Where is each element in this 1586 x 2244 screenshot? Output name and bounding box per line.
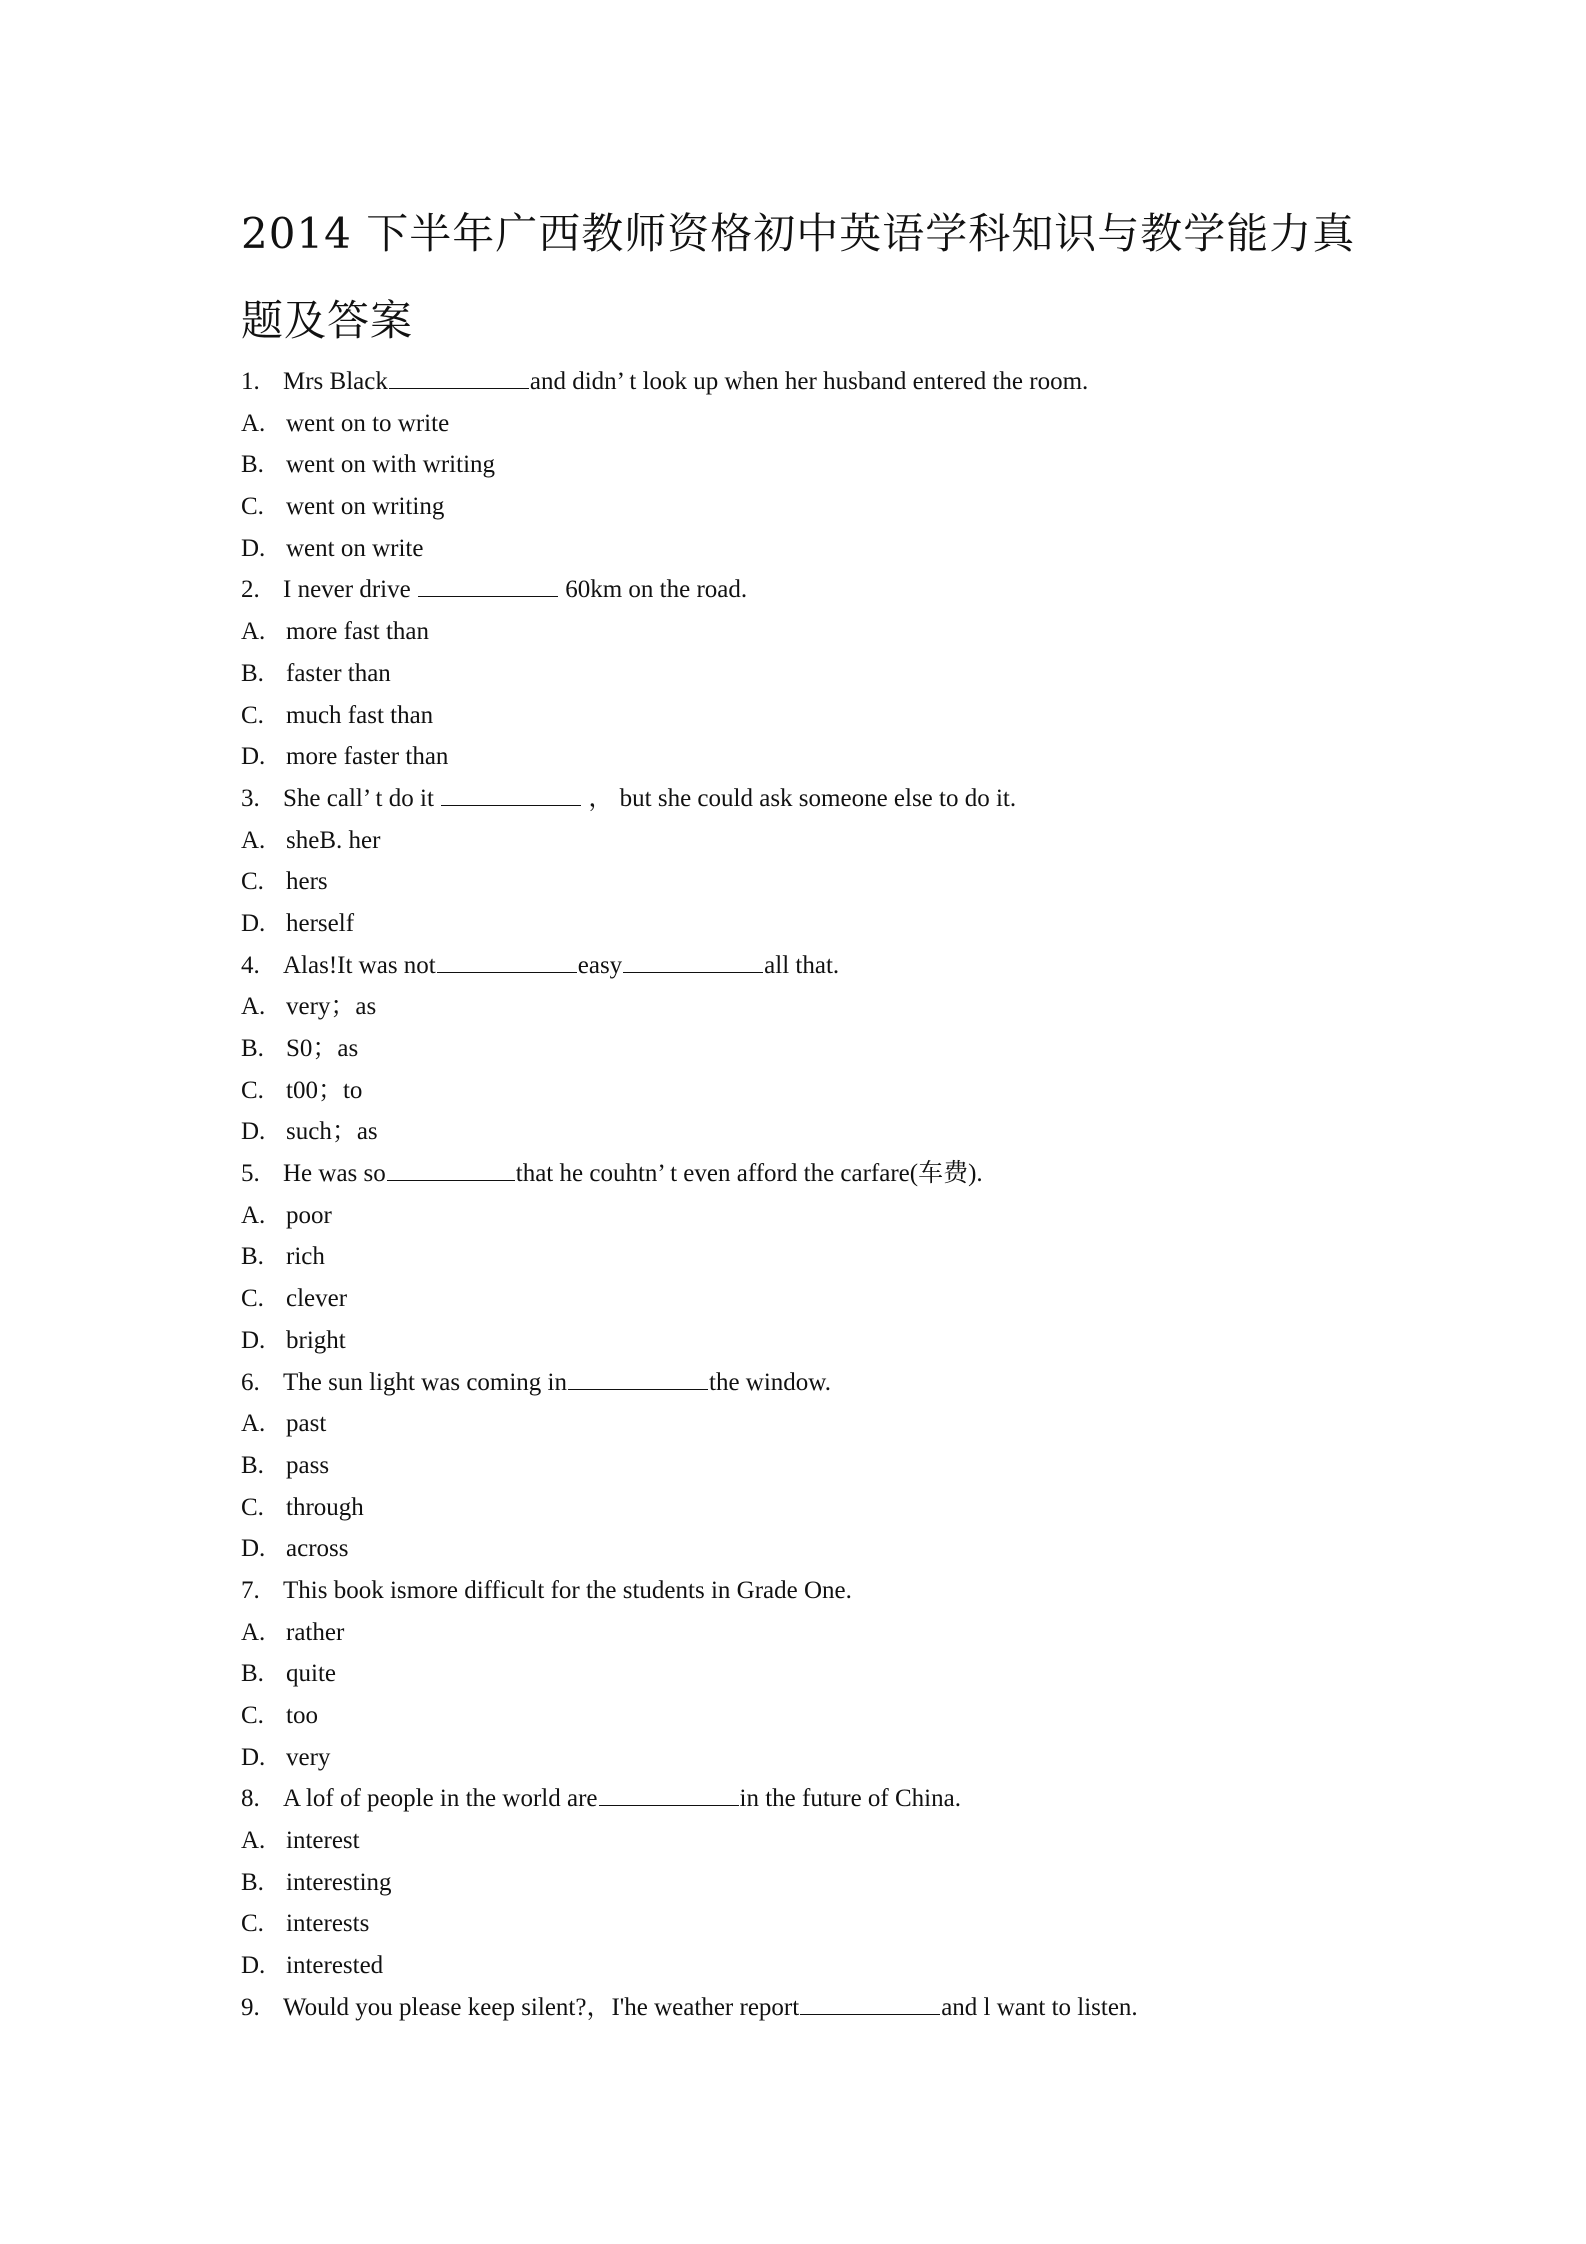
option-letter: A. (241, 993, 266, 1021)
question-stem (241, 1153, 1381, 1195)
question-number: 9. (241, 1993, 260, 2021)
question-stem (241, 1987, 1381, 2029)
answer-option (241, 611, 1381, 653)
answer-option (241, 653, 1381, 695)
option-text: interesting (286, 1868, 392, 1896)
question-text: Alas!It was not (283, 951, 436, 979)
option-letter: A. (241, 409, 266, 437)
answer-option (241, 1278, 1381, 1320)
option-text: such；as (286, 1118, 378, 1146)
answer-blank (418, 574, 558, 598)
question-number: 7. (241, 1576, 260, 1604)
answer-option (241, 1653, 1381, 1695)
answer-option (241, 1903, 1381, 1945)
option-letter: A. (241, 1618, 266, 1646)
answer-option (241, 1737, 1381, 1779)
option-text: bright (286, 1326, 346, 1354)
answer-option (241, 1236, 1381, 1278)
option-text: poor (286, 1201, 332, 1229)
question-stem (241, 361, 1381, 403)
answer-blank (599, 1783, 739, 1807)
option-text: across (286, 1535, 349, 1563)
answer-option (241, 1487, 1381, 1529)
document-title: 2014 下半年广西教师资格初中英语学科知识与教学能力真题及答案 (241, 209, 1356, 345)
answer-option (241, 1028, 1381, 1070)
answer-option (241, 861, 1381, 903)
option-letter: A. (241, 1827, 266, 1855)
option-text: went on write (286, 534, 424, 562)
question-text: and l want to listen. (941, 1993, 1138, 2021)
option-letter: D. (241, 909, 266, 937)
answer-option (241, 903, 1381, 945)
question-list (241, 361, 1381, 2029)
option-text: very (286, 1743, 331, 1771)
option-text: much fast than (286, 701, 434, 729)
option-text: interests (286, 1910, 370, 1938)
option-letter: C. (241, 1076, 264, 1104)
option-letter: D. (241, 1535, 266, 1563)
option-letter: D. (241, 534, 266, 562)
question-number: 6. (241, 1368, 260, 1396)
option-text: S0；as (286, 1035, 359, 1062)
question-number: 4. (241, 951, 260, 979)
answer-option (241, 820, 1381, 862)
option-letter: C. (241, 1702, 264, 1729)
question-text: Would you please keep silent?，I'he weather report (283, 1993, 800, 2021)
option-letter: D. (241, 1326, 266, 1354)
option-letter: C. (241, 868, 264, 896)
option-letter: D. (241, 1952, 266, 1980)
option-letter: D. (241, 1118, 266, 1146)
answer-option (241, 1945, 1381, 1987)
answer-option (241, 528, 1381, 570)
answer-blank (437, 949, 577, 973)
option-text: interested (286, 1952, 384, 1980)
option-letter: A. (241, 1410, 266, 1438)
option-letter: C. (241, 1285, 264, 1313)
option-text: clever (286, 1285, 348, 1313)
option-text: very；as (286, 993, 377, 1021)
option-text: too (286, 1702, 318, 1729)
option-letter: C. (241, 701, 264, 729)
answer-blank (387, 1158, 515, 1182)
question-stem (241, 778, 1381, 820)
option-letter: C. (241, 1493, 264, 1521)
answer-blank (568, 1366, 708, 1390)
answer-option (241, 1612, 1381, 1654)
question-text: and didn’ t look up when her husband entered the room. (529, 368, 1089, 395)
answer-blank (623, 949, 763, 973)
option-text: past (286, 1410, 327, 1438)
option-text: pass (286, 1451, 330, 1479)
answer-blank (441, 782, 581, 806)
option-letter: C. (241, 493, 264, 521)
answer-blank (800, 1991, 940, 2015)
question-number: 2. (241, 576, 260, 604)
answer-option (241, 1445, 1381, 1487)
answer-option (241, 986, 1381, 1028)
option-letter: B. (241, 1660, 264, 1688)
question-text: The sun light was coming in (283, 1368, 567, 1396)
question-text: that he couhtn’ t even afford the carfare(车费). (515, 1160, 983, 1188)
answer-option (241, 403, 1381, 445)
option-text: herself (286, 909, 355, 937)
question-text: I never drive (283, 576, 417, 604)
option-letter: D. (241, 1743, 266, 1771)
option-letter: B. (241, 451, 264, 479)
option-text: went on writing (286, 493, 445, 521)
answer-option (241, 1528, 1381, 1570)
option-letter: A. (241, 826, 266, 854)
question-text: He was so (283, 1160, 386, 1188)
question-text: ， but she could ask someone else to do it. (582, 784, 1017, 812)
option-text: faster than (286, 659, 391, 687)
option-text: sheB. her (286, 826, 381, 854)
question-stem (241, 569, 1381, 611)
question-number: 3. (241, 784, 260, 812)
answer-option (241, 1862, 1381, 1904)
question-stem (241, 1570, 1381, 1612)
question-text: A lof of people in the world are (283, 1785, 598, 1813)
question-text: easy (577, 951, 623, 979)
answer-option (241, 1070, 1381, 1112)
option-text: went on with writing (286, 451, 496, 479)
question-text: the window. (709, 1368, 831, 1396)
option-letter: B. (241, 1243, 264, 1271)
option-letter: C. (241, 1910, 264, 1938)
question-text: in the future of China. (739, 1785, 961, 1813)
option-letter: D. (241, 743, 266, 771)
option-letter: B. (241, 1868, 264, 1896)
option-text: went on to write (286, 409, 450, 437)
option-letter: A. (241, 1201, 266, 1229)
question-text: all that. (764, 951, 840, 979)
option-text: interest (286, 1827, 360, 1855)
option-text: more faster than (286, 743, 449, 771)
option-text: rather (286, 1618, 345, 1646)
question-number: 5. (241, 1160, 260, 1188)
question-text: 60km on the road. (558, 576, 748, 604)
question-text: Mrs Black (283, 368, 388, 395)
answer-option (241, 1695, 1381, 1737)
option-letter: B. (241, 1035, 264, 1062)
option-text: through (286, 1493, 364, 1521)
option-text: hers (286, 868, 328, 896)
answer-option (241, 486, 1381, 528)
option-text: more fast than (286, 618, 430, 646)
question-text: This book ismore difficult for the students in Grade One. (283, 1576, 852, 1604)
option-letter: B. (241, 659, 264, 687)
question-number: 1. (241, 368, 260, 395)
question-stem (241, 1362, 1381, 1404)
option-text: rich (286, 1243, 325, 1271)
answer-option (241, 736, 1381, 778)
answer-blank (389, 366, 529, 390)
question-text: She call’ t do it (283, 784, 441, 812)
answer-option (241, 444, 1381, 486)
answer-option (241, 1320, 1381, 1362)
answer-option (241, 1195, 1381, 1237)
question-stem (241, 1778, 1381, 1820)
answer-option (241, 1403, 1381, 1445)
answer-option (241, 695, 1381, 737)
option-letter: B. (241, 1451, 264, 1479)
answer-option (241, 1111, 1381, 1153)
question-number: 8. (241, 1785, 260, 1813)
option-text: quite (286, 1660, 336, 1688)
option-letter: A. (241, 618, 266, 646)
answer-option (241, 1820, 1381, 1862)
option-text: t00；to (286, 1076, 363, 1104)
question-stem (241, 945, 1381, 987)
